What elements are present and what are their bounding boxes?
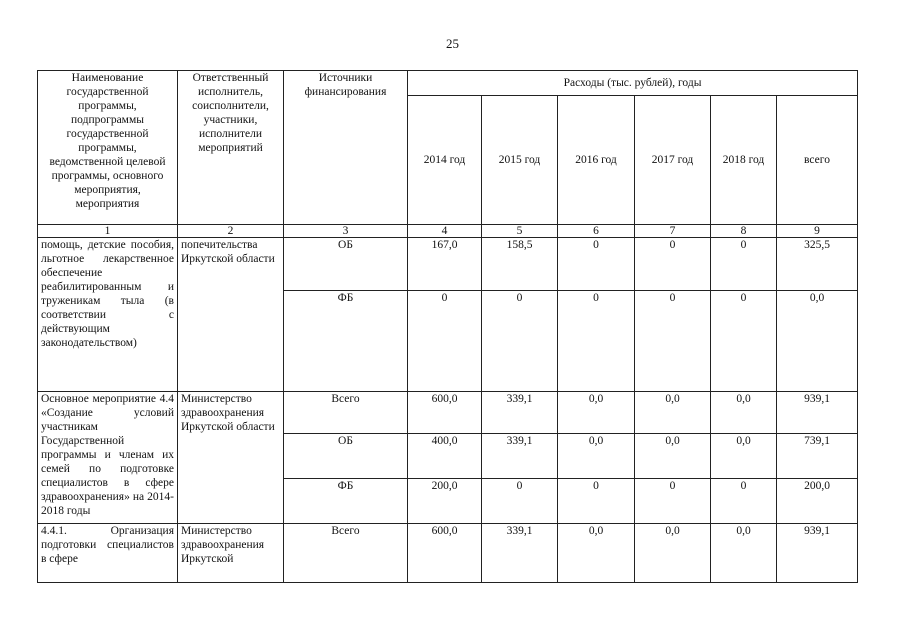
value-cell: 0 (711, 479, 777, 524)
table-row (38, 238, 858, 291)
value-cell: 0 (711, 291, 777, 392)
column-number: 7 (635, 225, 711, 238)
activity-name: 4.4.1. Организация подготовки специалистов в сфере (38, 524, 178, 583)
header-year-2017: 2017 год (635, 96, 711, 225)
table-header-row (38, 71, 858, 96)
value-cell: 0,0 (558, 524, 635, 583)
table-row (38, 524, 858, 583)
value-cell: 167,0 (408, 238, 482, 291)
funding-source: ФБ (284, 291, 408, 392)
value-cell: 0 (558, 291, 635, 392)
value-cell: 400,0 (408, 434, 482, 479)
column-number: 8 (711, 225, 777, 238)
header-year-2018: 2018 год (711, 96, 777, 225)
value-cell: 325,5 (777, 238, 858, 291)
header-year-2016: 2016 год (558, 96, 635, 225)
value-cell: 0,0 (635, 392, 711, 434)
value-cell: 0 (635, 291, 711, 392)
column-number: 1 (38, 225, 178, 238)
activity-executor: Министерство здравоохранения Иркутской (178, 524, 284, 583)
value-cell: 0,0 (558, 392, 635, 434)
activity-name: помощь, детские пособия, льготное лекарственное обеспечение реабилитированным и труженикам тыла (в соответствии с действующим законодательством) (38, 238, 178, 392)
value-cell: 0,0 (558, 434, 635, 479)
value-cell: 0,0 (635, 524, 711, 583)
value-cell: 600,0 (408, 524, 482, 583)
value-cell: 0,0 (711, 524, 777, 583)
header-year-2015: 2015 год (482, 96, 558, 225)
column-number: 9 (777, 225, 858, 238)
header-expenses: Расходы (тыс. рублей), годы (408, 71, 858, 96)
value-cell: 939,1 (777, 524, 858, 583)
column-number: 4 (408, 225, 482, 238)
value-cell: 0 (558, 479, 635, 524)
activity-executor: попечительства Иркутской области (178, 238, 284, 392)
funding-source: Всего (284, 392, 408, 434)
value-cell: 0 (711, 238, 777, 291)
value-cell: 0 (635, 479, 711, 524)
value-cell: 158,5 (482, 238, 558, 291)
funding-source: ОБ (284, 238, 408, 291)
column-number: 2 (178, 225, 284, 238)
funding-source: ФБ (284, 479, 408, 524)
header-sources: Источники финансирования (284, 71, 408, 225)
activity-executor: Министерство здравоохранения Иркутской области (178, 392, 284, 524)
funding-source: Всего (284, 524, 408, 583)
header-year-2014: 2014 год (408, 96, 482, 225)
activity-name: Основное мероприятие 4.4 «Создание условий участникам Государственной программы и членам их семей по подготовке специалистов в сфере здравоохранения» на 2014-2018 годы (38, 392, 178, 524)
funding-source: ОБ (284, 434, 408, 479)
header-name: Наименование государственной программы, подпрограммы государственной программы, ведомственной целевой программы, основного мероприятия, мероприятия (38, 71, 178, 225)
value-cell: 0,0 (711, 392, 777, 434)
value-cell: 200,0 (777, 479, 858, 524)
value-cell: 0,0 (711, 434, 777, 479)
page-number: 25 (446, 36, 459, 51)
value-cell: 0 (635, 238, 711, 291)
column-number-row (38, 225, 858, 238)
column-number: 3 (284, 225, 408, 238)
column-number: 6 (558, 225, 635, 238)
column-number: 5 (482, 225, 558, 238)
value-cell: 0 (482, 479, 558, 524)
value-cell: 0 (558, 238, 635, 291)
value-cell: 0 (482, 291, 558, 392)
value-cell: 0 (408, 291, 482, 392)
value-cell: 0,0 (635, 434, 711, 479)
value-cell: 600,0 (408, 392, 482, 434)
value-cell: 339,1 (482, 434, 558, 479)
value-cell: 0,0 (777, 291, 858, 392)
value-cell: 939,1 (777, 392, 858, 434)
header-total: всего (777, 96, 858, 225)
value-cell: 200,0 (408, 479, 482, 524)
value-cell: 339,1 (482, 392, 558, 434)
value-cell: 739,1 (777, 434, 858, 479)
value-cell: 339,1 (482, 524, 558, 583)
header-executor: Ответственный исполнитель, соисполнители, участники, исполнители мероприятий (178, 71, 284, 225)
table-row (38, 392, 858, 434)
budget-table (37, 70, 858, 583)
